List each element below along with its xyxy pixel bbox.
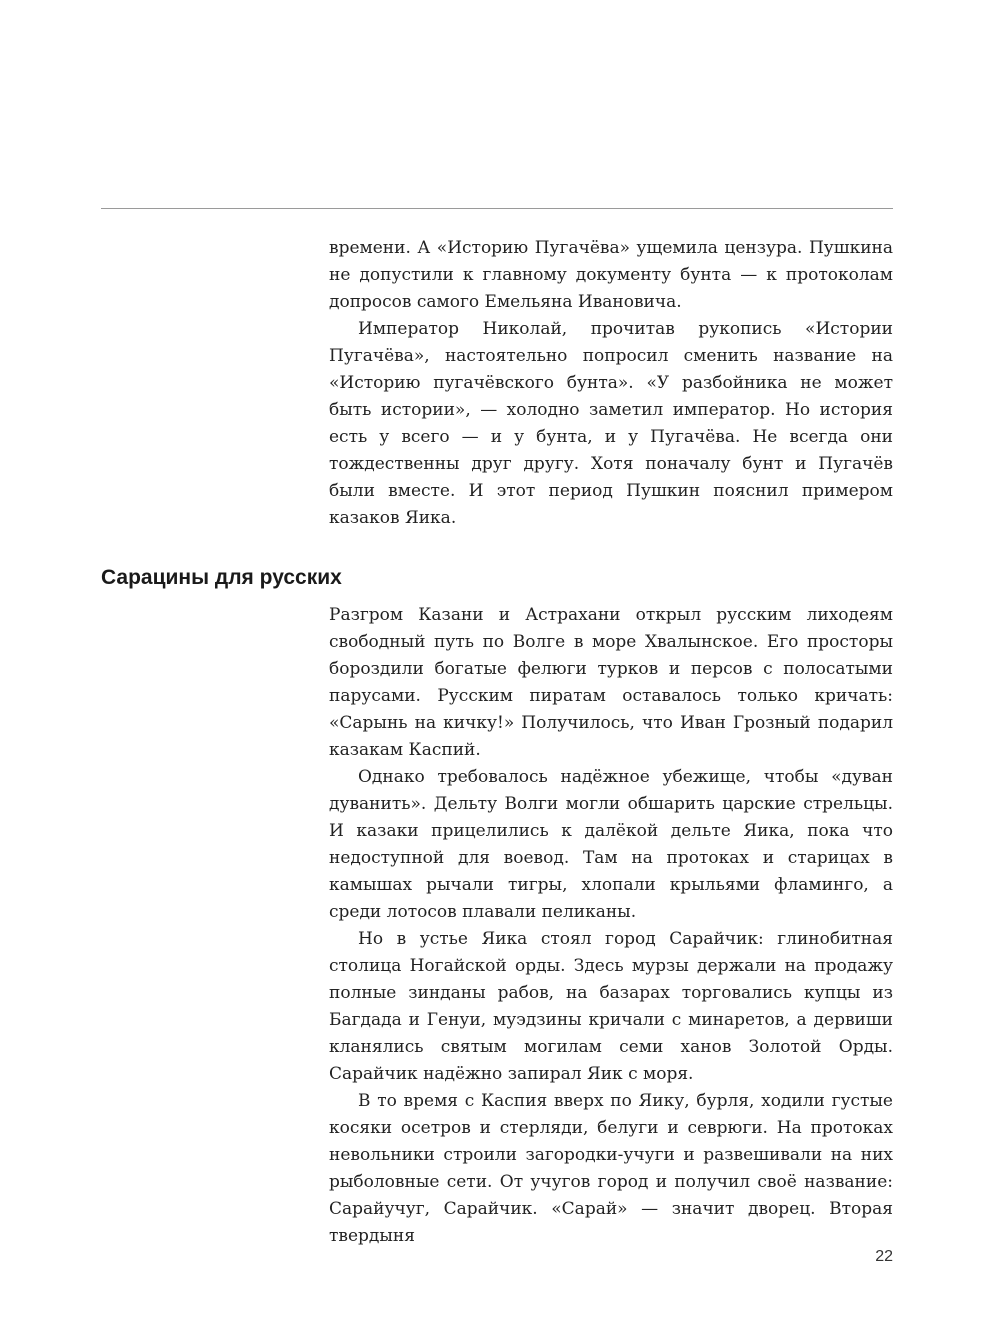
paragraph: времени. А «Историю Пугачёва» ущемила цензура. Пушкина не допустили к главному документу бунта — к протоколам допросов самого Емельяна Ивановича. [329, 238, 893, 312]
text-section-2 [329, 602, 893, 1250]
paragraph: Император Николай, прочитав рукопись «Истории Пугачёва», настоятельно попросил сменить название на «Историю пугачёвского бунта». «У разбойника не может быть истории», — холодно заметил император. Но история есть у всего — и у бунта, и у Пугачёва. Не всегда они тождественны друг другу. Хотя поначалу бунт и Пугачёв были вместе. И этот период Пушкин пояснил примером казаков Яика. [329, 319, 893, 528]
header-rule [101, 208, 893, 209]
paragraph: Разгром Казани и Астрахани открыл русским лиходеям свободный путь по Волге в море Хвалынское. Его просторы бороздили богатые фелюги турков и персов с полосатыми парусами. Русским пиратам оставалось только кричать: «Сарынь на кичку!» Получилось, что Иван Грозный подарил казакам Каспий. [329, 605, 893, 760]
page-number: 22 [875, 1248, 893, 1265]
paragraph: В то время с Каспия вверх по Яику, бурля, ходили густые косяки осетров и стерляди, белуги и севрюги. На протоках невольники строили загородки-учуги и развешивали на них рыболовные сети. От учугов город и получил своё название: Сарайучуг, Сарайчик. «Сарай» — значит дворец. Вторая твердыня [329, 1091, 893, 1246]
text-section-1 [329, 235, 893, 532]
paragraph: Однако требовалось надёжное убежище, чтобы «дуван дуванить». Дельту Волги могли обшарить царские стрельцы. И казаки прицелились к далёкой дельте Яика, пока что недоступной для воевод. Там на протоках и старицах в камышах рычали тигры, хлопали крыльями фламинго, а среди лотосов плавали пеликаны. [329, 767, 893, 922]
paragraph: Но в устье Яика стоял город Сарайчик: глинобитная столица Ногайской орды. Здесь мурзы держали на продажу полные зинданы рабов, на базарах торговались купцы из Багдада и Генуи, муэдзины кричали с минаретов, а дервиши кланялись святым могилам семи ханов Золотой Орды. Сарайчик надёжно запирал Яик с моря. [329, 929, 893, 1084]
section-heading: Сарацины для русских [101, 566, 342, 589]
